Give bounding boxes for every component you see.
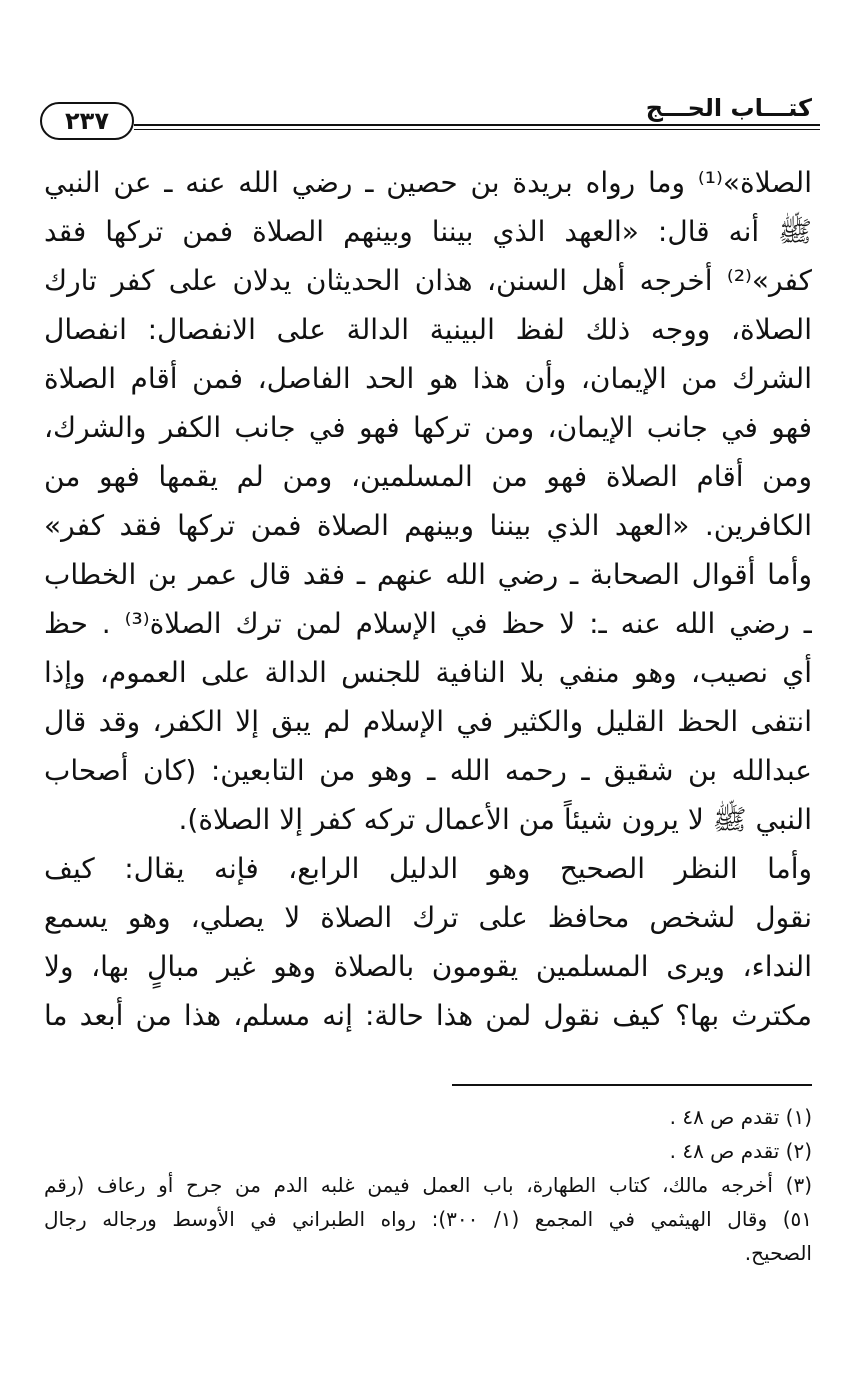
text-line: ﷺ أنه قال: «العهد الذي بيننا وبينهم الصلاة فمن تركها فقد (44, 215, 812, 248)
text-line: انتفى الحظ القليل والكثير في الإسلام لم يبق إلا الكفر، وقد قال (44, 705, 812, 738)
header-rule-thin (134, 129, 820, 130)
page-number: ٢٣٧ (40, 102, 134, 140)
text-line: النبي ﷺ لا يرون شيئاً من الأعمال تركه كفر إلا الصلاة). (178, 803, 812, 836)
text-line: النداء، ويرى المسلمين يقومون بالصلاة وهو غير مبالٍ بها، ولا (44, 950, 812, 983)
text-line: عبدالله بن شقيق ـ رحمه الله ـ وهو من التابعين: (كان أصحاب (44, 754, 812, 787)
text-line: كفر»⁽²⁾ أخرجه أهل السنن، هذان الحديثان يدلان على كفر تارك (44, 264, 812, 297)
header-rule (134, 124, 820, 126)
text-line: الصلاة، ووجه ذلك لفظ البينية الدالة على الانفصال: انفصال (44, 313, 812, 346)
text-line: الشرك من الإيمان، وأن هذا هو الحد الفاصل، فمن أقام الصلاة (44, 362, 812, 395)
text-line: ـ رضي الله عنه ـ: لا حظ في الإسلام لمن ترك الصلاة⁽³⁾ . حظ (44, 607, 812, 640)
text-line: مكترث بها؟ كيف نقول لمن هذا حالة: إنه مسلم، هذا من أبعد ما (44, 999, 812, 1032)
footnote: ٥١) وقال الهيثمي في المجمع (١/ ٣٠٠): رواه الطبراني في الأوسط ورجاله رجال (44, 1207, 812, 1231)
footnote-separator (452, 1084, 812, 1086)
footnote: الصحيح. (744, 1241, 812, 1265)
text-line: الصلاة»⁽¹⁾ وما رواه بريدة بن حصين ـ رضي الله عنه ـ عن النبي (44, 166, 812, 199)
footnote: (٢) تقدم ص ٤٨ . (669, 1139, 812, 1163)
footnote: (٣) أخرجه مالك، كتاب الطهارة، باب العمل فيمن غلبه الدم من جرح أو رعاف (رقم (44, 1173, 812, 1197)
footnotes (44, 1100, 812, 1270)
text-line: وأما أقوال الصحابة ـ رضي الله عنهم ـ فقد قال عمر بن الخطاب (44, 558, 812, 591)
text-line: أي نصيب، وهو منفي بلا النافية للجنس الدالة على العموم، وإذا (44, 656, 812, 689)
page-header (40, 94, 820, 148)
text-line: وأما النظر الصحيح وهو الدليل الرابع، فإنه يقال: كيف (44, 852, 812, 885)
main-text (44, 158, 812, 1040)
text-line: نقول لشخص محافظ على ترك الصلاة لا يصلي، وهو يسمع (44, 901, 812, 934)
running-title: كتـــاب الحـــج (638, 94, 812, 122)
text-line: فهو في جانب الإيمان، ومن تركها فهو في جانب الكفر والشرك، (44, 411, 812, 444)
footnote: (١) تقدم ص ٤٨ . (669, 1105, 812, 1129)
text-line: ومن أقام الصلاة فهو من المسلمين، ومن لم يقمها فهو من (44, 460, 812, 493)
text-line: الكافرين. «العهد الذي بيننا وبينهم الصلاة فمن تركها فقد كفر» (44, 509, 812, 542)
